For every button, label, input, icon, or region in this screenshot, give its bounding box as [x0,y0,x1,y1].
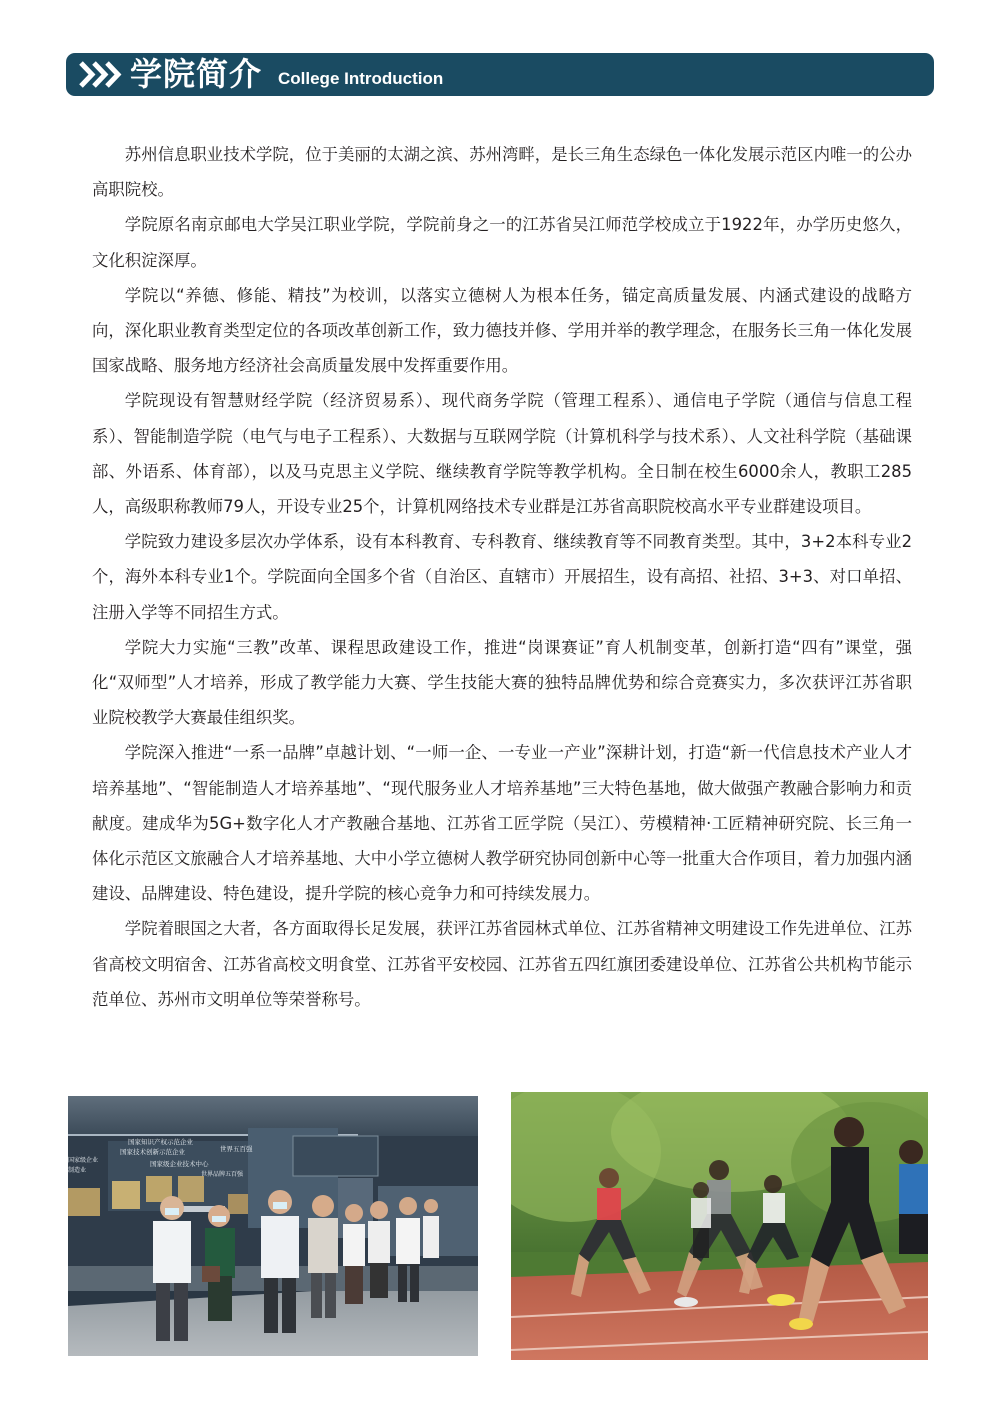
wall-text-ip-demo: 国家知识产权示范企业 [128,1138,193,1146]
photo-sprint-race [511,1092,928,1360]
photo-exhibition-visit [68,1096,478,1356]
paragraph-industry-integration: 学院深入推进“一系一品牌”卓越计划、“一师一企、一专业一产业”深耕计划，打造“新一代信息技术产业人才培养基地”、“智能制造人才培养基地”、“现代服务业人才培养基地”三大特色基地，做大做强产教融合影响力和贡献度。建成华为5G+数字化人才产教融合基地、江苏省工匠学院（吴江）、劳模精神·工匠精神研究院、长三角一体化示范区文旅融合人才培养基地、大中小学立德树人教学研究协同创新中心等一批重大合作项目，着力加强内涵建设、品牌建设、特色建设，提升学院的核心竞争力和可持续发展力。 [92,743,912,904]
paragraph-education-system: 学院致力建设多层次办学体系，设有本科教育、专科教育、继续教育等不同教育类型。其中，3+2本科专业2个，海外本科专业1个。学院面向全国多个省（自治区、直辖市）开展招生，设有高招、社招、3+3、对口单招、注册入学等不同招生方式。 [92,532,912,622]
section-header-bar [66,53,934,96]
double-chevron-right-icon [78,60,122,89]
section-title-english: College Introduction [278,69,444,88]
wall-text-tech-innovation: 国家技术创新示范企业 [120,1148,185,1156]
wall-text-national: 国家级企业 [68,1157,99,1164]
paragraph-location: 苏州信息职业技术学院，位于美丽的太湖之滨、苏州湾畔，是长三角生态绿色一体化发展示范区内唯一的公办高职院校。 [92,145,912,200]
paragraph-departments: 学院现设有智慧财经学院（经济贸易系）、现代商务学院（管理工程系）、通信电子学院（通信与信息工程系）、智能制造学院（电气与电子工程系）、大数据与互联网学院（计算机科学与技术系）、人文社科学院（基础课部、外语系、体育部），以及马克思主义学院、继续教育学院等教学机构。全日制在校生6000余人，教职工285人，高级职称教师79人，开设专业25个，计算机网络技术专业群是江苏省高职院校高水平专业群建设项目。 [92,391,912,517]
wall-text-tech-center: 国家级企业技术中心 [150,1160,209,1168]
wall-text-brand500: 世界品牌五百强 [201,1171,244,1178]
paragraph-honors: 学院着眼国之大者，各方面取得长足发展，获评江苏省园林式单位、江苏省精神文明建设工作先进单位、江苏省高校文明宿舍、江苏省高校文明食堂、江苏省平安校园、江苏省五四红旗团委建设单位、江苏省公共机构节能示范单位、苏州市文明单位等荣誉称号。 [92,919,912,1009]
paragraph-teaching-reform: 学院大力实施“三教”改革、课程思政建设工作，推进“岗课赛证”育人机制变革，创新打造“四有”课堂，强化“双师型”人才培养，形成了教学能力大赛、学生技能大赛的独特品牌优势和综合竞赛实力，多次获评江苏省职业院校教学大赛最佳组织奖。 [92,637,912,728]
paragraph-motto: 学院以“养德、修能、精技”为校训，以落实立德树人为根本任务，锚定高质量发展、内涵式建设的战略方向，深化职业教育类型定位的各项改革创新工作，致力德技并修、学用并举的教学理念，在服务长三角一体化发展国家战略、服务地方经济社会高质量发展中发挥重要作用。 [92,285,912,376]
wall-text-top500: 世界五百强 [220,1145,253,1153]
wall-text-manufacturing: 制造业 [68,1167,87,1174]
introduction-body [92,137,912,1017]
section-title-chinese: 学院简介 [130,55,263,93]
paragraph-history: 学院原名南京邮电大学吴江职业学院，学院前身之一的江苏省吴江师范学校成立于1922年，办学历史悠久，文化积淀深厚。 [92,215,912,270]
